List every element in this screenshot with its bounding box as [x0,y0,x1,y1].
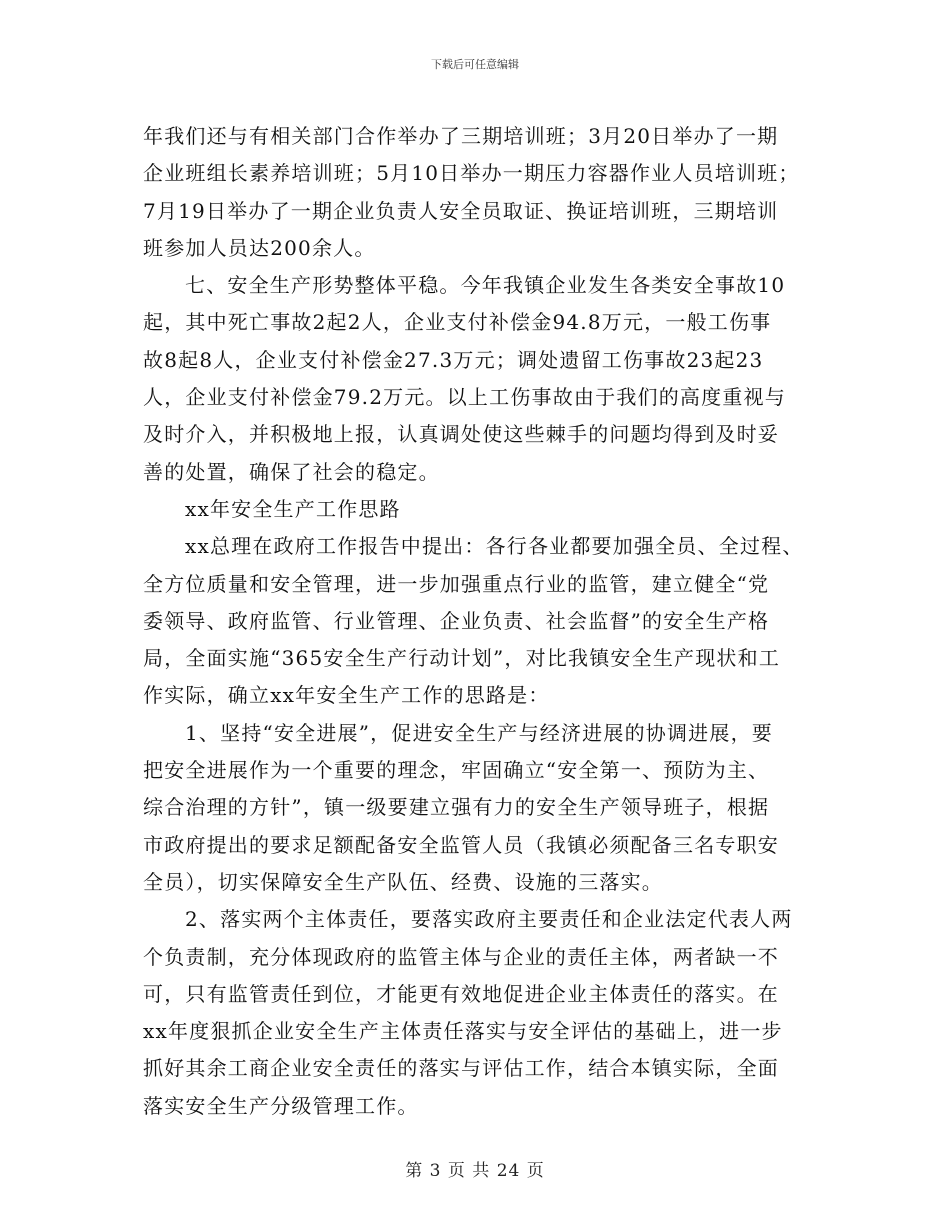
paragraph-start-line: 2、落实两个主体责任，要落实政府主要责任和企业法定代表人两 [185,907,793,932]
text-line: 全员），切实保障安全生产队伍、经费、设施的三落实。 [143,869,663,894]
text-line: 市政府提出的要求足额配备安全监管人员（我镇必须配备三名专职安 [143,832,779,857]
text-line: 班参加人员达200余人。 [143,235,376,260]
text-line: 年我们还与有相关部门合作举办了三期培训班；3月20日举办了一期 [143,124,779,148]
text-line: 委领导、政府监管、行业管理、企业负责、社会监督”的安全生产格 [143,608,770,633]
paragraph-start-line: 1、坚持“安全进展”，促进安全生产与经济进展的协调进展，要 [185,720,773,745]
text-line: 起，其中死亡事故2起2人，企业支付补偿金94.8万元，一般工伤事 [143,310,772,335]
text-line: 作实际，确立xx年安全生产工作的思路是： [143,683,550,708]
text-line: 故8起8人，企业支付补偿金27.3万元；调处遗留工伤事故23起23 [143,347,764,372]
text-line: 可，只有监管责任到位，才能更有效地促进企业主体责任的落实。在 [143,981,779,1006]
text-line: 综合治理的方针”，镇一级要建立强有力的安全生产领导班子，根据 [143,795,770,820]
text-line: 人，企业支付补偿金79.2万元。以上工伤事故由于我们的高度重视与 [143,385,786,410]
page-header: 下载后可任意编辑 [431,58,519,71]
text-line: 把安全进展作为一个重要的理念，牢固确立“安全第一、预防为主、 [143,758,770,783]
text-line: 企业班组长素养培训班；5月10日举办一期压力容器作业人员培训班； [143,161,800,186]
text-line: 及时介入，并积极地上报，认真调处使这些棘手的问题均得到及时妥 [143,422,779,447]
text-line: 全方位质量和安全管理，进一步加强重点行业的监管，建立健全“党 [143,571,770,596]
text-line: xx年度狠抓企业安全生产主体责任落实与安全评估的基础上，进一步 [143,1019,783,1044]
paragraph-start-line: xx总理在政府工作报告中提出：各行各业都要加强全员、全过程、 [185,534,804,559]
text-line: 抓好其余工商企业安全责任的落实与评估工作，结合本镇实际，全面 [143,1056,779,1081]
text-line: 落实安全生产分级管理工作。 [143,1093,419,1118]
document-body [143,118,833,1125]
text-line: 善的处置，确保了社会的稳定。 [143,459,440,484]
text-line: 个负责制，充分体现政府的监管主体与企业的责任主体，两者缺一不 [143,944,779,969]
paragraph-start-line: 七、安全生产形势整体平稳。今年我镇企业发生各类安全事故10 [185,273,786,298]
text-line: 7月19日举办了一期企业负责人安全员取证、换证培训班，三期培训 [143,198,779,223]
section-heading: xx年安全生产工作思路 [185,496,401,521]
page-footer: 第 3 页 共 24 页 [405,1161,545,1181]
text-line: 局，全面实施“365安全生产行动计划”，对比我镇安全生产现状和工 [143,646,781,671]
